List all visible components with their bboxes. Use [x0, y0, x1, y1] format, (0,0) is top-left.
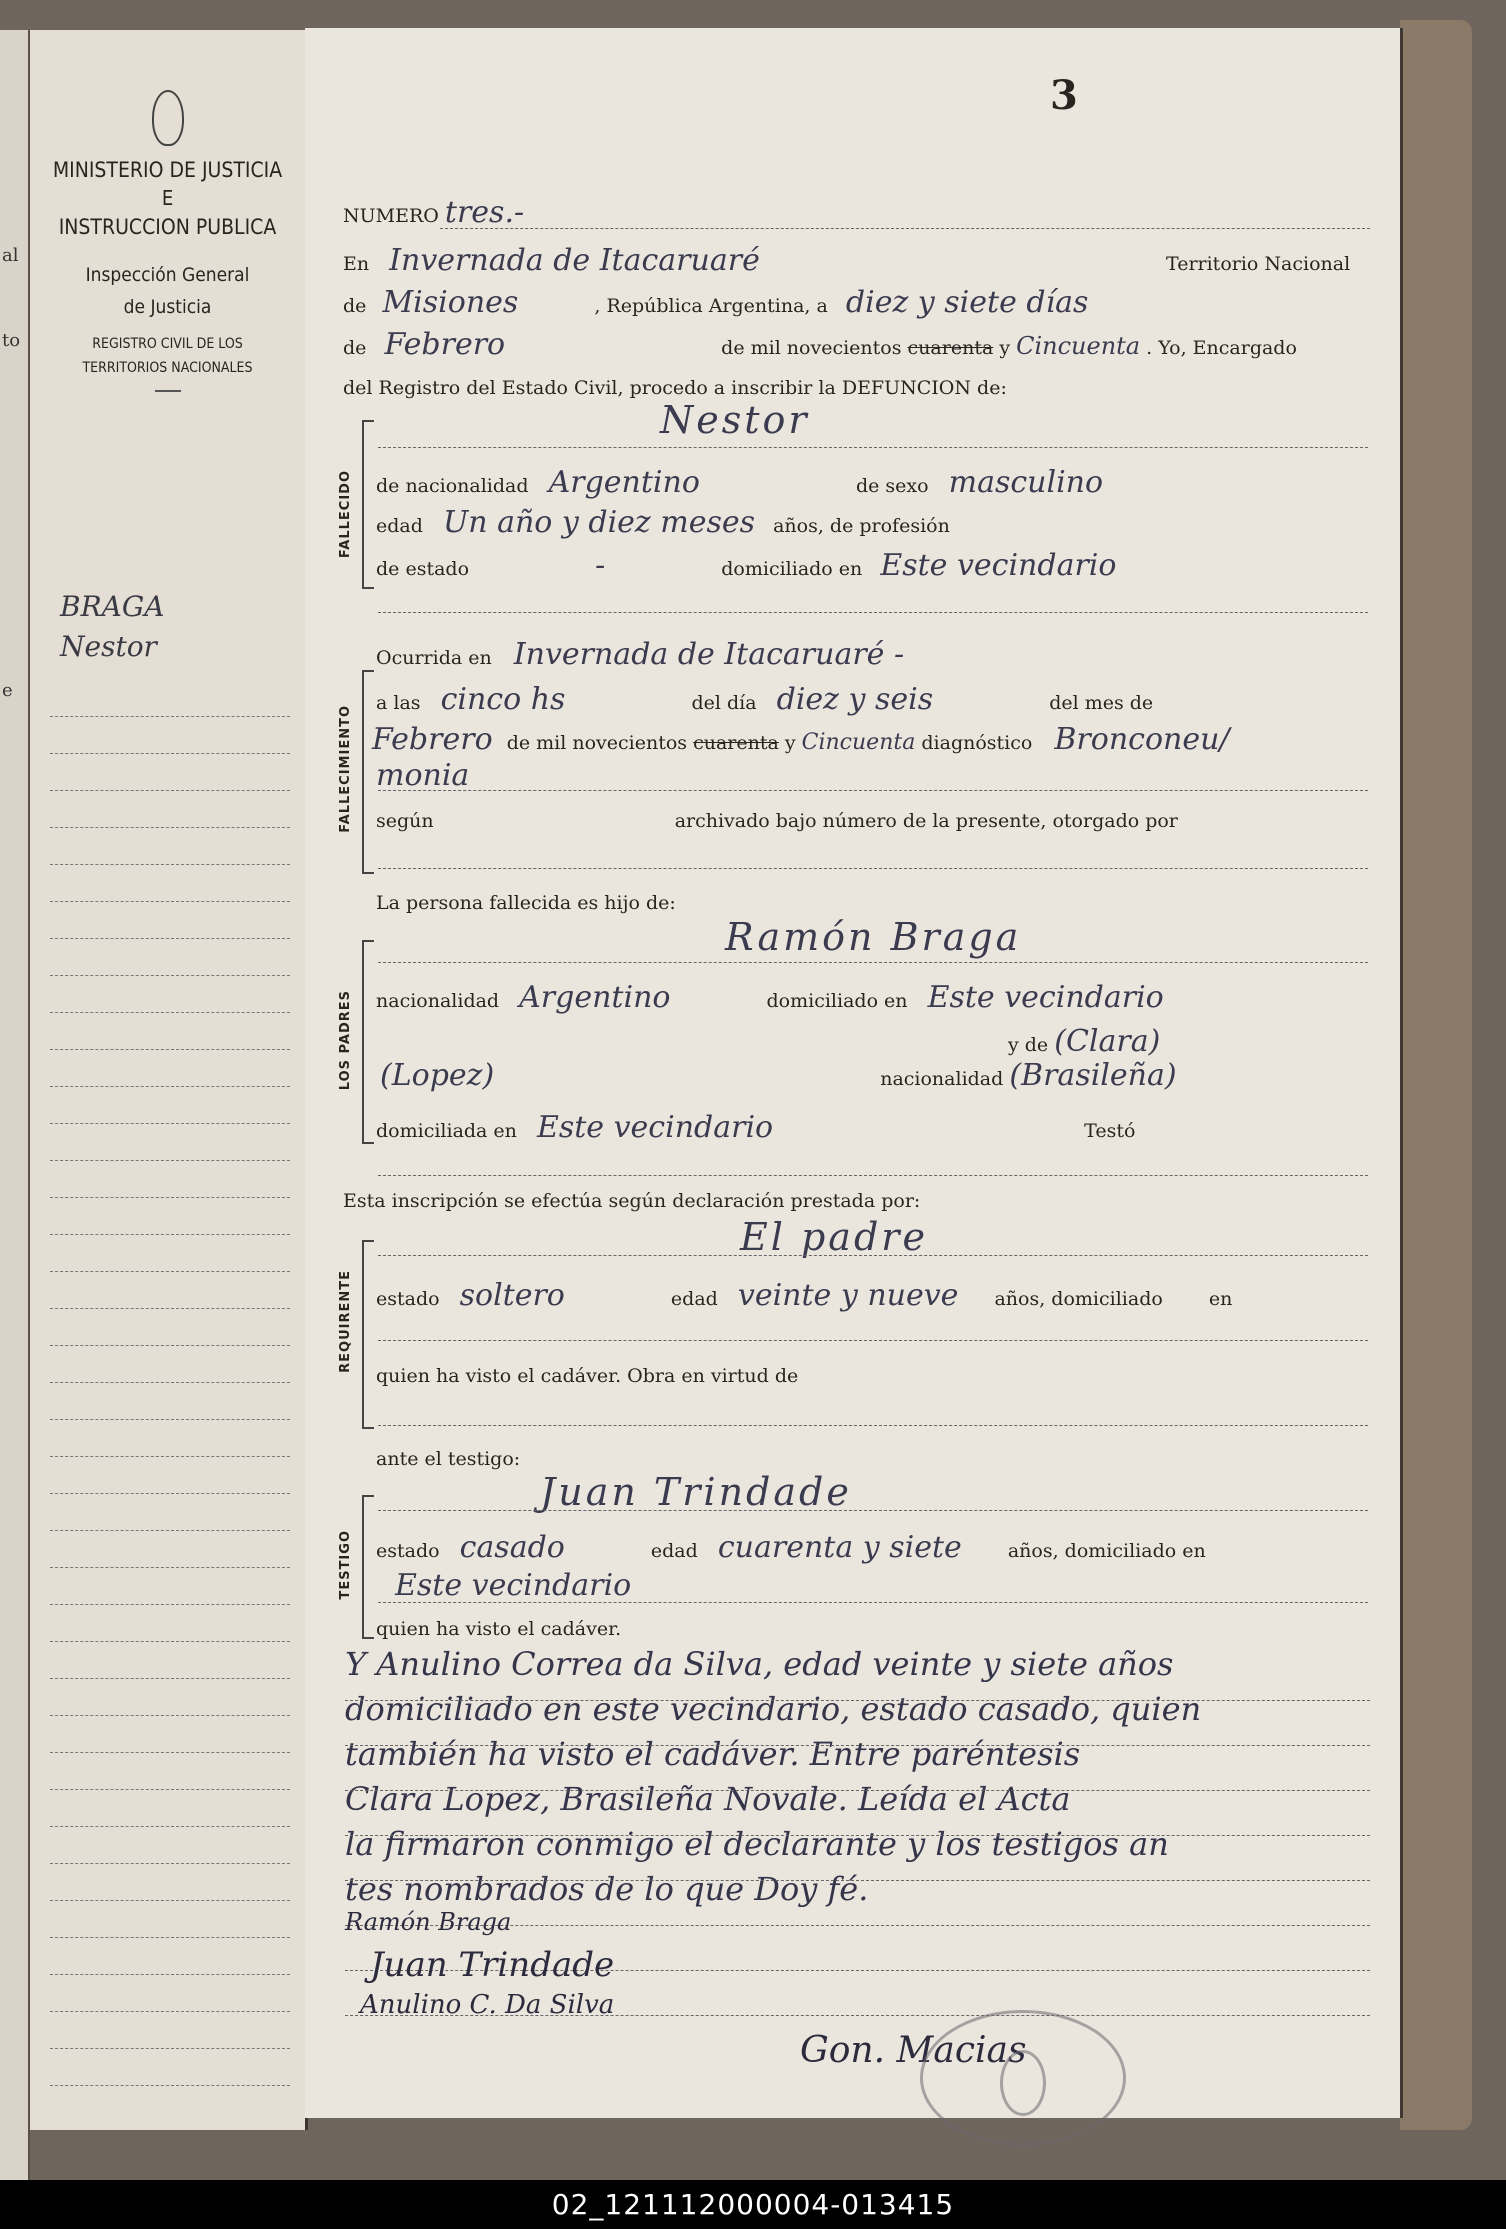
rule	[378, 447, 1368, 448]
mil-label: de mil novecientos	[721, 337, 902, 359]
year-value-2: Cincuenta	[801, 730, 916, 755]
registro-text: del Registro del Estado Civil, procedo a inscribir la DEFUNCION de:	[343, 377, 1007, 399]
cuarenta-struck: cuarenta	[907, 337, 994, 359]
book-binding	[1400, 20, 1472, 2130]
estado-label-3: estado	[376, 1540, 440, 1562]
rule	[378, 1255, 1368, 1256]
note-line-1: Y Anulino Correa da Silva, edad veinte y siete años	[345, 1645, 1174, 1683]
registry-line-1: REGISTRO CIVIL DE LOS	[92, 336, 243, 352]
stub-ruled-lines	[50, 680, 290, 2086]
rule	[378, 1602, 1368, 1603]
edad-label-2: edad	[670, 1288, 718, 1310]
en-label: En	[343, 253, 370, 275]
padres-section-label: LOS PADRES	[338, 990, 353, 1091]
signature-anulino: Anulino C. Da Silva	[360, 1990, 615, 2020]
testigo-bracket	[362, 1495, 374, 1639]
stub-surname: BRAGA	[60, 590, 165, 623]
month-value: Febrero	[384, 327, 506, 362]
nacionalidad-label: de nacionalidad	[376, 475, 529, 497]
domiciliado-label: domiciliado en	[721, 558, 863, 580]
previous-page-edge	[0, 30, 30, 2180]
domiciliado-label-2: domiciliado en	[766, 990, 908, 1012]
edge-text-1: al	[2, 245, 19, 266]
mil-label-2: de mil novecientos	[506, 732, 688, 754]
requirente-estado-row	[376, 1278, 1232, 1313]
requirente-bracket	[362, 1240, 374, 1429]
signature-juan-trindade: Juan Trindade	[370, 1945, 615, 1985]
ministry-line-1: MINISTERIO DE JUSTICIA	[52, 158, 283, 182]
edge-text-2: to	[2, 330, 21, 351]
testigo-domicilio: Este vecindario	[395, 1568, 632, 1603]
diagnostico-label: diagnóstico	[921, 732, 1033, 754]
rule	[378, 868, 1368, 869]
requirente-section-label: REQUIRENTE	[338, 1270, 353, 1373]
estado-label: de estado	[376, 558, 470, 580]
father-nacionalidad: Argentino	[519, 980, 671, 1015]
testigo-edad: cuarenta y siete	[717, 1530, 962, 1565]
mother-dom-row	[376, 1110, 1135, 1145]
edge-text-3: e	[2, 680, 13, 701]
edad-label-3: edad	[650, 1540, 698, 1562]
sexo-value: masculino	[948, 465, 1104, 500]
yo-label: . Yo, Encargado	[1146, 337, 1297, 359]
anos-domiciliado-en-label: años, domiciliado en	[1007, 1540, 1206, 1562]
testo-label: Testó	[1084, 1120, 1136, 1142]
nacionalidad-value: Argentino	[548, 465, 700, 500]
requirente-edad: veinte y nueve	[737, 1278, 959, 1313]
estado-value: -	[595, 548, 606, 583]
ocurrida-row	[376, 637, 904, 672]
y-label-2: y	[784, 732, 796, 754]
mes-row	[372, 722, 1230, 757]
register-stub	[30, 30, 308, 2130]
province-row	[343, 285, 1088, 320]
dia-label: del día	[691, 692, 757, 714]
rule	[345, 1880, 1370, 1881]
rule	[378, 1175, 1368, 1176]
anos-profesion-label: años, de profesión	[773, 515, 950, 537]
page-number: 3	[1050, 72, 1078, 119]
note-line-3: también ha visto el cadáver. Entre paréntesis	[345, 1735, 1081, 1773]
diagnostico-value-cont: monia	[376, 758, 470, 793]
note-line-6: tes nombrados de lo que Doy fé.	[345, 1870, 869, 1908]
segun-label: según	[376, 810, 434, 832]
fallecimiento-section-label: FALLECIMIENTO	[338, 705, 353, 833]
stub-given-name: Nestor	[60, 630, 157, 663]
mes-label: del mes de	[1049, 692, 1154, 714]
hora-value: cinco hs	[440, 682, 566, 717]
rule	[378, 612, 1368, 613]
estado-label-2: estado	[376, 1288, 440, 1310]
fallecimiento-bracket	[362, 670, 374, 874]
day-value: diez y siete días	[845, 285, 1089, 320]
requirente-visto: quien ha visto el cadáver. Obra en virtud de	[376, 1365, 799, 1387]
dia-value: diez y seis	[776, 682, 934, 717]
mother-nacionalidad: (Brasileña)	[1009, 1058, 1177, 1093]
mother-last-name: (Lopez)	[380, 1058, 495, 1093]
signature-officer: Gon. Macias	[800, 2030, 1027, 2071]
padres-bracket	[362, 940, 374, 1144]
mother-domicilio: Este vecindario	[536, 1110, 774, 1145]
numero-row	[343, 195, 524, 230]
territorio-label: Territorio Nacional	[1166, 253, 1351, 275]
mother-first-row	[1008, 1024, 1160, 1059]
hora-row	[376, 682, 1153, 717]
segun-row	[376, 810, 1178, 832]
numero-label: NUMERO	[343, 205, 439, 227]
requirente-name: El padre	[740, 1215, 928, 1259]
rule	[345, 1745, 1370, 1746]
estado-row	[376, 548, 1116, 583]
deceased-name: Nestor	[660, 398, 810, 442]
rule	[378, 962, 1368, 963]
nacionalidad-label-2: nacionalidad	[376, 990, 500, 1012]
inspection-line-1: Inspección General	[85, 264, 250, 286]
note-line-2: domiciliado en este vecindario, estado casado, quien	[345, 1690, 1202, 1728]
nacionalidad-row	[376, 465, 1103, 500]
edad-label: edad	[376, 515, 423, 537]
father-name: Ramón Braga	[725, 915, 1022, 959]
place-row	[343, 243, 760, 278]
official-seal-inner	[1000, 2050, 1046, 2116]
padres-intro: La persona fallecida es hijo de:	[376, 892, 676, 914]
date-row	[343, 327, 1297, 362]
father-domicilio: Este vecindario	[927, 980, 1164, 1015]
testigo-section-label: TESTIGO	[338, 1530, 353, 1600]
archive-id-footer: 02_121112000004-013415	[0, 2180, 1506, 2229]
coat-of-arms-icon	[152, 90, 184, 146]
ministry-line-2: E	[161, 186, 174, 210]
mother-last-row	[380, 1058, 1177, 1093]
cuarenta-struck-2: cuarenta	[693, 732, 779, 754]
en-label-2: en	[1208, 1288, 1233, 1310]
rule	[378, 1340, 1368, 1341]
testigo-visto: quien ha visto el cadáver.	[376, 1618, 622, 1640]
mother-first-name: (Clara)	[1054, 1024, 1161, 1059]
father-row	[376, 980, 1164, 1015]
rule	[378, 790, 1368, 791]
edad-value: Un año y diez meses	[442, 505, 756, 540]
archivado-label: archivado bajo número de la presente, otorgado por	[674, 810, 1178, 832]
registry-line-2: TERRITORIOS NACIONALES	[82, 360, 253, 376]
note-line-4: Clara Lopez, Brasileña Novale. Leída el Acta	[345, 1780, 1071, 1818]
testigo-intro: ante el testigo:	[376, 1448, 521, 1470]
de-label-2: de	[343, 337, 367, 359]
rule	[440, 228, 1370, 229]
requirente-estado: soltero	[459, 1278, 565, 1313]
province-value: Misiones	[382, 285, 519, 320]
testigo-name: Juan Trindade	[540, 1470, 852, 1514]
rule	[378, 1425, 1368, 1426]
diagnostico-value: Bronconeu/	[1054, 722, 1230, 757]
mes-value: Febrero	[372, 722, 493, 757]
sexo-label: de sexo	[855, 475, 929, 497]
ocurrida-label: Ocurrida en	[376, 647, 492, 669]
fallecido-section-label: FALLECIDO	[338, 470, 353, 559]
de-label: de	[343, 295, 367, 317]
stub-header	[30, 90, 305, 402]
mother-nacionalidad-label: nacionalidad	[880, 1068, 1004, 1090]
republica-label: , República Argentina, a	[594, 295, 828, 317]
inspection-line-2: de Justicia	[123, 296, 212, 318]
note-line-5: la firmaron conmigo el declarante y los testigos an	[345, 1825, 1169, 1863]
ocurrida-value: Invernada de Itacaruaré -	[513, 637, 905, 672]
requirente-intro: Esta inscripción se efectúa según declaración prestada por:	[343, 1190, 921, 1212]
domiciliada-label: domiciliada en	[376, 1120, 517, 1142]
year-value: Cincuenta	[1016, 332, 1141, 360]
edad-row	[376, 505, 950, 540]
rule	[345, 1790, 1370, 1791]
rule	[345, 1700, 1370, 1701]
testigo-estado: casado	[459, 1530, 565, 1565]
fallecido-bracket	[362, 420, 374, 589]
y-label: y	[999, 337, 1011, 359]
y-de-label: y de	[1008, 1034, 1049, 1056]
domicilio-value: Este vecindario	[880, 548, 1117, 583]
place-value: Invernada de Itacaruaré	[389, 243, 760, 278]
anos-domiciliado-label: años, domiciliado	[994, 1288, 1163, 1310]
a-las-label: a las	[376, 692, 421, 714]
testigo-estado-row	[376, 1530, 1206, 1565]
rule	[345, 1835, 1370, 1836]
numero-value: tres.-	[444, 195, 525, 230]
stub-divider	[155, 390, 181, 392]
ministry-line-3: INSTRUCCION PUBLICA	[58, 215, 277, 239]
rule	[378, 1510, 1368, 1511]
signature-ramon-braga: Ramón Braga	[345, 1908, 512, 1936]
